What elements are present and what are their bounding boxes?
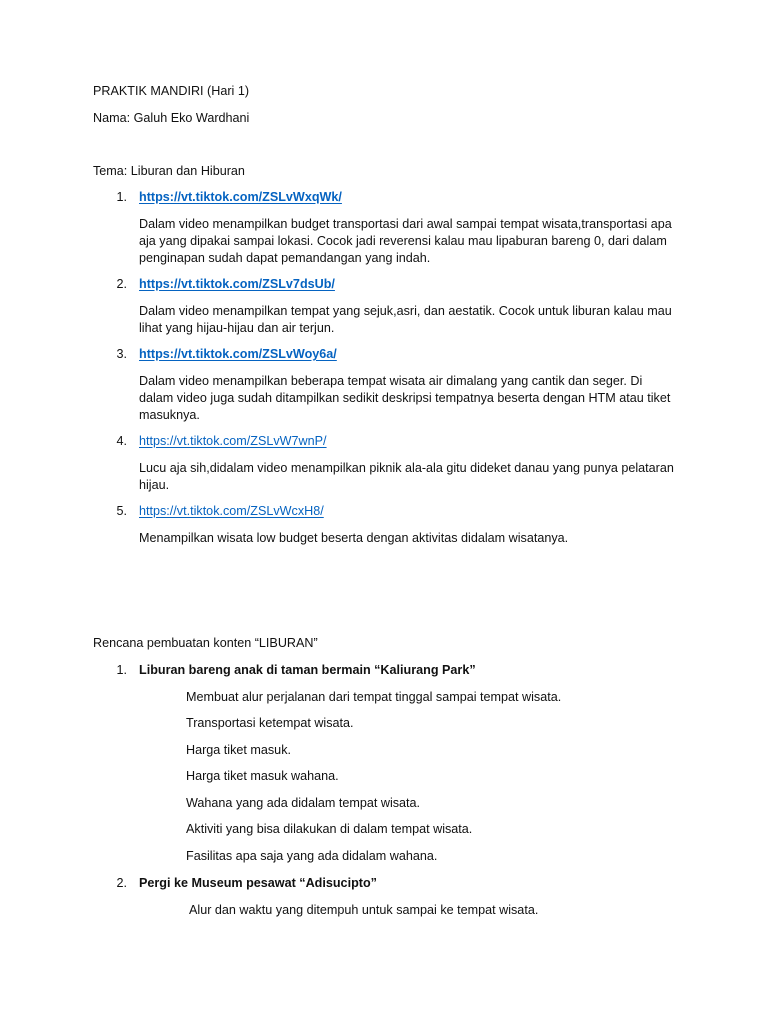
plan-point: Aktiviti yang bisa dilakukan di dalam tempat wisata. [186, 822, 473, 836]
reference-link[interactable]: https://vt.tiktok.com/ZSLvW7wnP/ [139, 434, 327, 448]
list-number: 2. [116, 277, 127, 291]
list-number: 5. [116, 504, 127, 518]
list-number: 4. [116, 434, 127, 448]
author-name: Nama: Galuh Eko Wardhani [93, 111, 250, 125]
reference-description: Dalam video menampilkan tempat yang sejuk,asri, dan aestatik. Cocok untuk liburan kalau mau lihat yang hijau-hijau dan air terjun. [139, 304, 672, 335]
reference-link[interactable]: https://vt.tiktok.com/ZSLvWoy6a/ [139, 347, 337, 361]
list-number: 3. [116, 347, 127, 361]
reference-description: Menampilkan wisata low budget beserta dengan aktivitas didalam wisatanya. [139, 531, 569, 545]
reference-link[interactable]: https://vt.tiktok.com/ZSLvWxqWk/ [139, 190, 342, 204]
plan-item-title: Pergi ke Museum pesawat “Adisucipto” [139, 876, 377, 890]
reference-description: Dalam video menampilkan budget transportasi dari awal sampai tempat wisata,transportasi apa aja yang dipakai sampai lokasi. Cocok jadi reverensi kalau mau lipaburan bareng 0, dari dalam penginapan sudah dapat pemandangan yang indah. [139, 217, 672, 265]
list-number: 1. [116, 190, 127, 204]
reference-description: Dalam video menampilkan beberapa tempat wisata air dimalang yang cantik dan seger. Di dalam video juga sudah ditampilkan sedikit deskripsi tempatnya beserta dengan HTM atau tiket masuknya. [139, 374, 671, 422]
plan-point: Fasilitas apa saja yang ada didalam wahana. [186, 849, 438, 863]
plan-point: Alur dan waktu yang ditempuh untuk sampai ke tempat wisata. [189, 903, 539, 917]
plan-point: Harga tiket masuk. [186, 743, 291, 757]
plan-point: Harga tiket masuk wahana. [186, 769, 339, 783]
plan-point: Membuat alur perjalanan dari tempat tinggal sampai tempat wisata. [186, 690, 562, 704]
document-title: PRAKTIK MANDIRI (Hari 1) [93, 84, 250, 98]
reference-link[interactable]: https://vt.tiktok.com/ZSLvWcxH8/ [139, 504, 324, 518]
theme-line: Tema: Liburan dan Hiburan [93, 164, 245, 178]
plan-item-title: Liburan bareng anak di taman bermain “Kaliurang Park” [139, 663, 476, 677]
plan-point: Transportasi ketempat wisata. [186, 716, 354, 730]
list-number: 1. [116, 663, 127, 677]
list-number: 2. [116, 876, 127, 890]
reference-link[interactable]: https://vt.tiktok.com/ZSLv7dsUb/ [139, 277, 335, 291]
reference-description: Lucu aja sih,didalam video menampilkan piknik ala-ala gitu dideket danau yang punya pelataran hijau. [139, 461, 674, 492]
plan-point: Wahana yang ada didalam tempat wisata. [186, 796, 421, 810]
plan-heading: Rencana pembuatan konten “LIBURAN” [93, 636, 318, 650]
